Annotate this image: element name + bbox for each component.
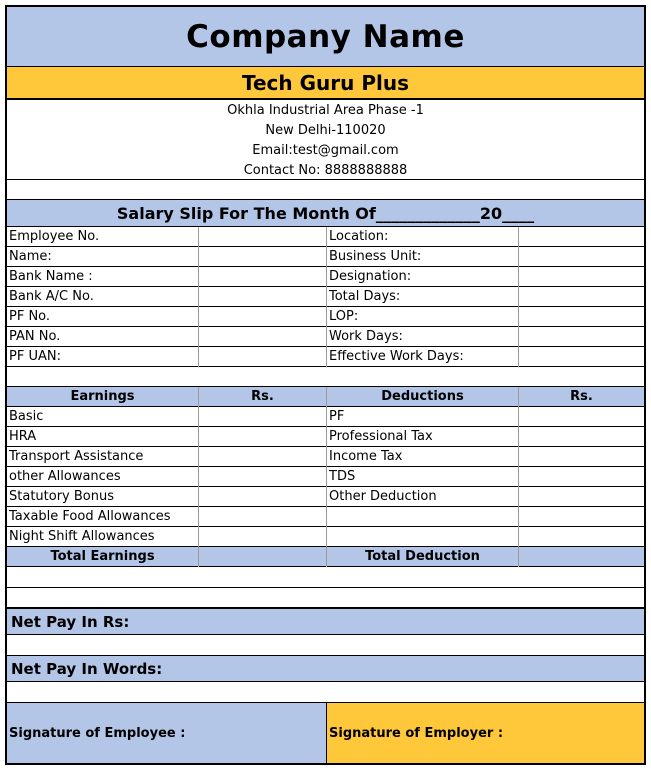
info-value-left[interactable] <box>199 347 327 367</box>
company-label: Company Name <box>186 18 465 55</box>
spacer-row <box>5 367 646 387</box>
deduction-label <box>327 527 519 547</box>
deduction-label: Professional Tax <box>327 427 519 447</box>
info-label-left: Employee No. <box>7 227 199 247</box>
info-row <box>5 247 646 267</box>
total-deduction-label: Total Deduction <box>327 547 519 567</box>
info-label-right: Total Days: <box>327 287 519 307</box>
deduction-amount[interactable] <box>519 487 644 507</box>
info-value-left[interactable] <box>199 307 327 327</box>
spacer-row <box>5 567 646 588</box>
net-pay-words-value[interactable] <box>5 682 646 703</box>
total-deduction-amount[interactable] <box>519 547 644 567</box>
contact-line: Contact No: 8888888888 <box>243 163 408 178</box>
info-label-left: Bank Name : <box>7 267 199 287</box>
earning-amount[interactable] <box>199 447 327 467</box>
info-value-left[interactable] <box>199 267 327 287</box>
employer-signature-box[interactable]: Signature of Employer : <box>327 703 644 763</box>
info-row <box>5 347 646 367</box>
info-value-left[interactable] <box>199 287 327 307</box>
spacer-row <box>5 180 646 200</box>
earning-amount[interactable] <box>199 487 327 507</box>
info-row <box>5 267 646 287</box>
info-value-right[interactable] <box>519 267 644 287</box>
info-label-left: Bank A/C No. <box>7 287 199 307</box>
deduction-amount[interactable] <box>519 447 644 467</box>
address-line-1: Okhla Industrial Area Phase -1 <box>227 103 424 118</box>
earning-label: Night Shift Allowances <box>7 527 199 547</box>
deduction-label: TDS <box>327 467 519 487</box>
deductions-rs-header: Rs. <box>570 389 593 404</box>
deduction-label <box>327 507 519 527</box>
deduction-label: Other Deduction <box>327 487 519 507</box>
earning-amount[interactable] <box>199 407 327 427</box>
earning-label: Taxable Food Allowances <box>7 507 199 527</box>
info-value-left[interactable] <box>199 327 327 347</box>
earning-label: Statutory Bonus <box>7 487 199 507</box>
info-label-left: PF No. <box>7 307 199 327</box>
pay-row <box>5 407 646 427</box>
net-pay-label: Net Pay In Rs: <box>5 609 646 635</box>
earnings-rs-header: Rs. <box>199 387 327 407</box>
info-label-right: LOP: <box>327 307 519 327</box>
employee-info-table <box>5 227 646 367</box>
pay-table <box>5 387 646 567</box>
pay-table-header <box>5 387 646 407</box>
pay-row <box>5 467 646 487</box>
info-row <box>5 327 646 347</box>
company-address-block <box>5 100 646 180</box>
deduction-label: PF <box>327 407 519 427</box>
spacer-row <box>5 588 646 609</box>
slip-title-row <box>5 200 646 227</box>
deduction-amount[interactable] <box>519 407 644 427</box>
info-label-right: Designation: <box>327 267 519 287</box>
info-label-right: Effective Work Days: <box>327 347 519 367</box>
deduction-amount[interactable] <box>519 507 644 527</box>
info-row <box>5 227 646 247</box>
info-value-right[interactable] <box>519 287 644 307</box>
info-label-right: Work Days: <box>327 327 519 347</box>
deduction-amount[interactable] <box>519 467 644 487</box>
pay-row <box>5 507 646 527</box>
earning-label: other Allowances <box>7 467 199 487</box>
deduction-amount[interactable] <box>519 427 644 447</box>
info-row <box>5 307 646 327</box>
earning-label: HRA <box>7 427 199 447</box>
total-earnings-label: Total Earnings <box>7 547 199 567</box>
earning-amount[interactable] <box>199 467 327 487</box>
total-earnings-amount[interactable] <box>199 547 327 567</box>
info-label-left: PAN No. <box>7 327 199 347</box>
deductions-header: Deductions <box>327 387 519 407</box>
info-row <box>5 287 646 307</box>
pay-row <box>5 427 646 447</box>
info-value-left[interactable] <box>199 247 327 267</box>
info-label-right: Business Unit: <box>327 247 519 267</box>
company-label-row <box>5 5 646 67</box>
salary-slip <box>5 5 646 765</box>
deduction-amount[interactable] <box>519 527 644 547</box>
info-value-right[interactable] <box>519 247 644 267</box>
company-name: Tech Guru Plus <box>242 70 409 95</box>
company-name-row <box>5 67 646 100</box>
info-value-left[interactable] <box>199 227 327 247</box>
earning-amount[interactable] <box>199 507 327 527</box>
totals-row <box>5 547 646 567</box>
email-line: Email:test@gmail.com <box>252 143 399 158</box>
net-pay-value[interactable] <box>5 635 646 656</box>
earning-amount[interactable] <box>199 527 327 547</box>
earning-label: Basic <box>7 407 199 427</box>
address-line-2: New Delhi-110020 <box>265 123 386 138</box>
signature-row <box>5 703 646 765</box>
pay-row <box>5 447 646 467</box>
info-label-left: Name: <box>7 247 199 267</box>
pay-row <box>5 527 646 547</box>
slip-title: Salary Slip For The Month Of_____________20____ <box>116 203 535 223</box>
employee-signature-box[interactable]: Signature of Employee : <box>7 703 327 763</box>
info-label-left: PF UAN: <box>7 347 199 367</box>
info-value-right[interactable] <box>519 307 644 327</box>
pay-row <box>5 487 646 507</box>
deduction-label: Income Tax <box>327 447 519 467</box>
info-value-right[interactable] <box>519 347 644 367</box>
earning-label: Transport Assistance <box>7 447 199 467</box>
info-value-right[interactable] <box>519 227 644 247</box>
info-label-right: Location: <box>327 227 519 247</box>
net-pay-words-label: Net Pay In Words: <box>5 656 646 682</box>
info-value-right[interactable] <box>519 327 644 347</box>
earning-amount[interactable] <box>199 427 327 447</box>
earnings-header: Earnings <box>7 387 199 407</box>
